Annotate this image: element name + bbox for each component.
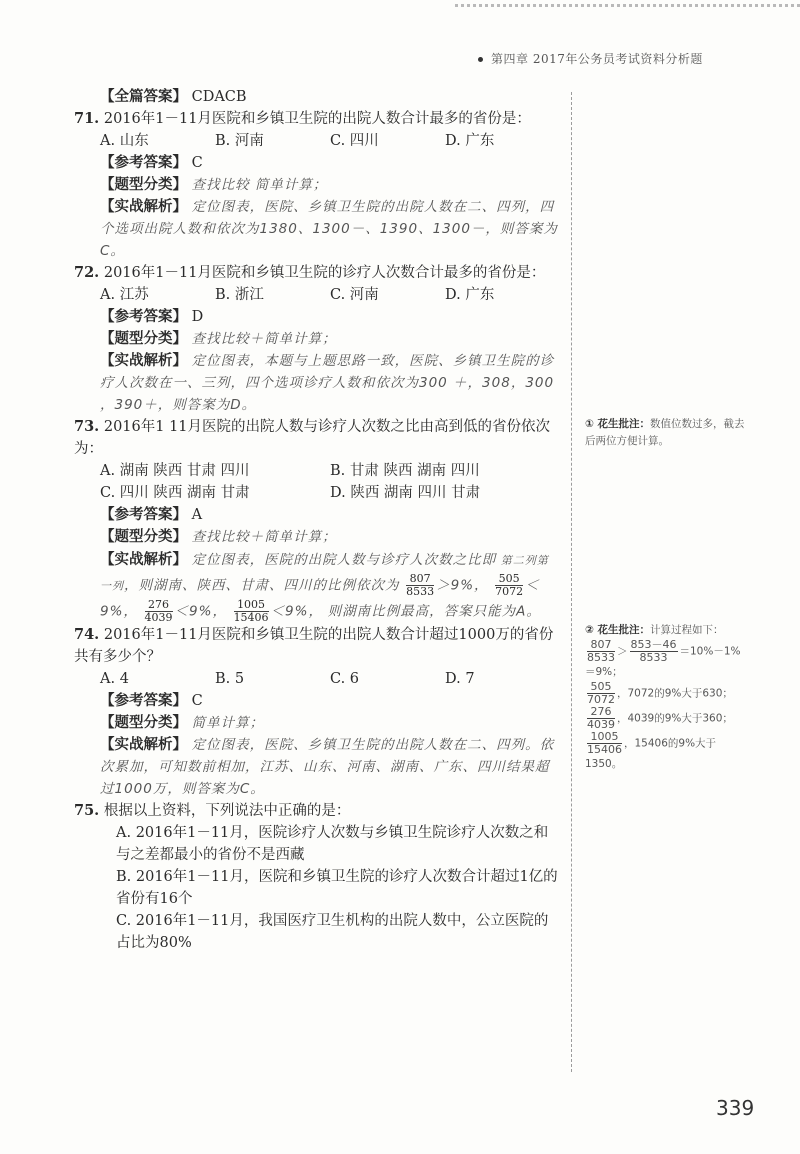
denominator: 8533 <box>406 585 435 598</box>
option-b: B. 浙江 <box>215 287 264 303</box>
denominator: 15406 <box>233 610 269 624</box>
fraction <box>630 639 678 664</box>
page-number: 339 <box>716 1096 755 1120</box>
type-value: 查找比较＋简单计算； <box>191 331 337 347</box>
side-note-line: ，4039的9%大于360； <box>617 712 733 725</box>
question-number: 72. <box>74 264 100 281</box>
option-d: D. 广东 <box>445 133 495 149</box>
option-c: C. 四川 <box>330 133 379 149</box>
comparison: ＞9%， <box>436 577 489 594</box>
full-answer-label: 【全篇答案】 <box>100 88 187 105</box>
question-72 <box>74 262 560 284</box>
fraction <box>234 599 269 624</box>
type-label: 【题型分类】 <box>100 528 187 545</box>
type-label: 【题型分类】 <box>100 330 187 347</box>
options-72 <box>100 284 560 306</box>
answer-label: 【参考答案】 <box>100 308 187 325</box>
analysis-tail: 则湖南比例最高，答案只能为A。 <box>327 603 541 619</box>
side-note-label: ① 花生批注： <box>585 418 651 430</box>
fraction <box>587 706 615 731</box>
question-number: 73. <box>74 418 100 435</box>
analysis-73 <box>100 548 560 624</box>
denominator: 8533 <box>639 651 668 664</box>
numerator: 276 <box>587 706 615 719</box>
side-note-calc: ＝10%－1% <box>679 645 741 658</box>
option-d: D. 7 <box>445 670 475 687</box>
analysis-label: 【实战解析】 <box>100 551 187 568</box>
options-73-row1 <box>100 460 560 482</box>
bullet-icon <box>478 57 483 62</box>
numerator: 807 <box>406 573 434 586</box>
numerator: 505 <box>587 681 615 694</box>
answer-label: 【参考答案】 <box>100 154 187 171</box>
question-stem: 2016年1－11月医院和乡镇卫生院的出院人数合计超过1000万的省份共有多少个？ <box>74 626 554 665</box>
analysis-columns: 第二列第一列 <box>100 554 549 593</box>
denominator: 8533 <box>587 651 615 664</box>
question-73 <box>74 416 560 460</box>
option-a: A. 2016年1－11月，医院诊疗人次数与乡镇卫生院诊疗人次数之和与之差都最小的省份不是西藏 <box>116 824 549 863</box>
numerator: 276 <box>145 599 173 612</box>
option-d: D. 广东 <box>445 287 495 303</box>
option-c: C. 6 <box>330 670 360 687</box>
numerator: 853－46 <box>630 638 677 651</box>
running-head-text: 第四章 2017年公务员考试资料分析题 <box>491 52 703 66</box>
question-number: 75. <box>74 801 100 819</box>
answer-label: 【参考答案】 <box>100 506 187 523</box>
option-b: B. 2016年1－11月，医院和乡镇卫生院的诊疗人次数合计超过1亿的省份有16个 <box>116 868 558 907</box>
analysis-text: 定位图表，医院、乡镇卫生院的出院人数在二、四列，四个选项出院人数和依次为1380、1300－、1390、1300－，则答案为C。 <box>100 199 558 259</box>
side-note-label: ② 花生批注： <box>585 624 651 636</box>
analysis-text-mid: ，则湖南、陕西、甘肃、四川的比例依次为 <box>124 577 400 594</box>
denominator: 7072 <box>587 693 615 706</box>
denominator: 4039 <box>587 718 615 731</box>
comparison: ＜9%， <box>270 603 323 619</box>
question-stem: 2016年1－11月医院和乡镇卫生院的诊疗人次数合计最多的省份是： <box>103 265 546 281</box>
side-note-line: ，7072的9%大于630； <box>617 687 733 700</box>
option-a: A. 江苏 <box>100 287 149 303</box>
analysis-label: 【实战解析】 <box>100 735 187 753</box>
question-number: 71. <box>74 110 100 127</box>
type-value: 查找比较 简单计算； <box>191 177 328 193</box>
fraction <box>587 731 622 756</box>
option-a: A. 湖南 陕西 甘肃 四川 <box>100 463 250 479</box>
comparison: ＜ <box>525 577 540 594</box>
option-b: B. 5 <box>215 670 245 687</box>
type-label: 【题型分类】 <box>100 176 187 193</box>
margin-divider <box>571 92 572 1072</box>
question-75 <box>74 800 560 822</box>
type-value: 查找比较＋简单计算； <box>191 529 337 545</box>
type-value: 简单计算； <box>191 714 265 731</box>
answer-value: A <box>191 507 203 523</box>
operator: ＞ <box>617 645 628 658</box>
denominator: 15406 <box>587 743 622 756</box>
option-b: B. 甘肃 陕西 湖南 四川 <box>330 463 480 479</box>
top-band <box>455 4 800 7</box>
side-note-intro: 计算过程如下： <box>650 624 724 636</box>
options-73-row2 <box>100 482 560 504</box>
analysis-text: 定位图表，医院的出院人数与诊疗人次数之比即 <box>191 552 497 568</box>
analysis-label: 【实战解析】 <box>100 198 187 215</box>
side-note-calc-tail: ＝9%； <box>585 666 623 678</box>
option-c: C. 四川 陕西 湖南 甘肃 <box>100 485 250 501</box>
side-note-line: ，15406的9%大于1350。 <box>585 737 717 770</box>
option-b: B. 河南 <box>215 133 264 149</box>
question-stem: 根据以上资料，下列说法中正确的是： <box>103 802 351 819</box>
option-a: A. 4 <box>100 670 129 687</box>
full-answer <box>100 86 560 108</box>
running-head <box>478 50 778 67</box>
fraction <box>145 599 173 624</box>
analysis-text: 定位图表，本题与上题思路一致，医院、乡镇卫生院的诊疗人次数在一、三列，四个选项诊疗人数和依次为300 ＋，308，300 ，390＋，则答案为D。 <box>100 353 555 413</box>
answer-value: D <box>191 309 204 325</box>
analysis-label: 【实战解析】 <box>100 352 187 369</box>
numerator: 1005 <box>587 731 622 744</box>
denominator: 7072 <box>495 585 524 598</box>
side-note-text: 数值位数过多，截去后两位方便计算。 <box>585 418 745 447</box>
comparison: 9%， <box>100 603 138 619</box>
fraction <box>587 639 615 664</box>
type-label: 【题型分类】 <box>100 713 187 731</box>
answer-value: C <box>191 155 203 171</box>
question-stem: 2016年1 11月医院的出院人数与诊疗人次数之比由高到低的省份依次为： <box>74 419 551 457</box>
question-71 <box>74 108 560 130</box>
main-column <box>74 86 560 954</box>
fraction <box>406 573 434 598</box>
denominator: 4039 <box>144 610 173 624</box>
side-note-1 <box>585 416 750 450</box>
option-c: C. 河南 <box>330 287 379 303</box>
answer-label: 【参考答案】 <box>100 691 187 709</box>
full-answer-value: CDACB <box>191 89 247 105</box>
options-74 <box>100 668 560 690</box>
option-d: D. 陕西 湖南 四川 甘肃 <box>330 485 481 501</box>
numerator: 505 <box>495 573 523 586</box>
option-c: C. 2016年1－11月，我国医疗卫生机构的出院人数中，公立医院的占比为80% <box>116 912 549 951</box>
fraction <box>495 573 523 598</box>
option-a: A. 山东 <box>100 133 149 149</box>
numerator: 1005 <box>234 599 269 612</box>
fraction <box>587 681 615 706</box>
analysis-text: 定位图表，医院、乡镇卫生院的出院人数在二、四列。依次累加，可知数前相加，江苏、山东、河南、湖南、广东、四川结果超过1000万，则答案为C。 <box>100 736 555 797</box>
answer-value: C <box>191 692 203 709</box>
question-74 <box>74 624 560 668</box>
side-note-2 <box>585 622 750 773</box>
question-number: 74. <box>74 625 100 643</box>
numerator: 807 <box>587 639 615 652</box>
options-71 <box>100 130 560 152</box>
comparison: ＜9%， <box>174 603 227 619</box>
question-stem: 2016年1－11月医院和乡镇卫生院的出院人数合计最多的省份是： <box>103 111 531 127</box>
